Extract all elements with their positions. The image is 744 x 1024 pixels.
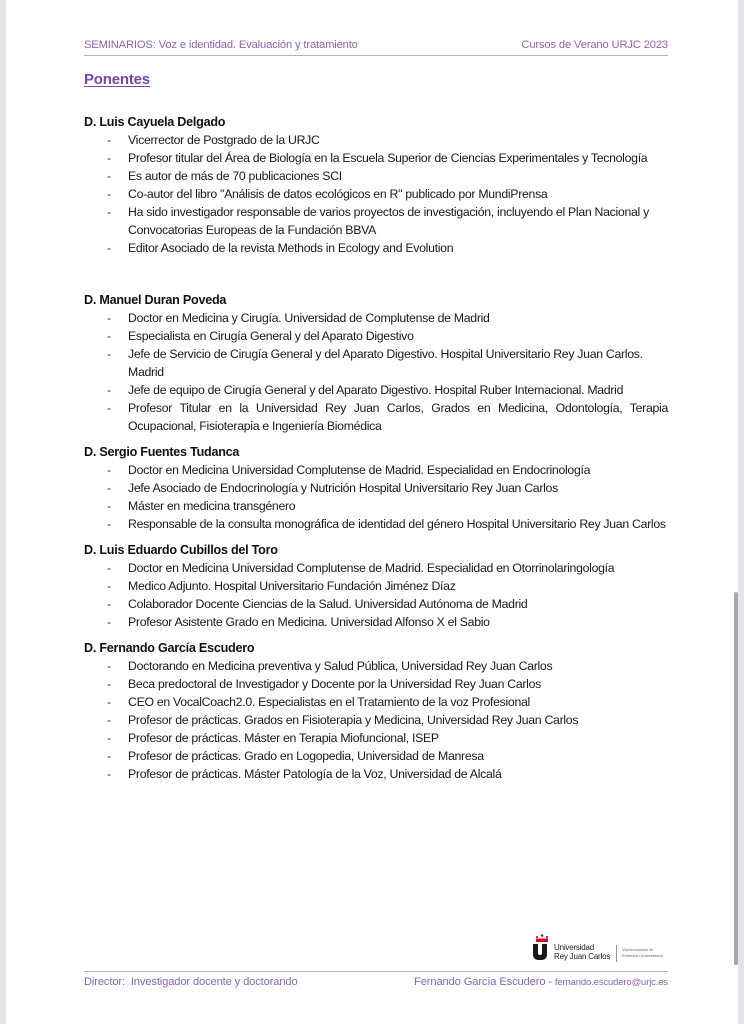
dash-bullet: -: [107, 579, 111, 593]
speaker-entry: [84, 541, 670, 631]
speaker-credential: - Colaborador Docente Ciencias de la Salud. Universidad Autónoma de Madrid: [107, 597, 528, 611]
speaker-credential: - Es autor de más de 70 publicaciones SCI: [107, 169, 342, 183]
speaker-name: D. Sergio Fuentes Tudanca: [84, 445, 240, 459]
section-title: Ponentes: [84, 71, 150, 88]
speaker-credential: - Co-autor del libro "Análisis de datos ecológicos en R" publicado por MundiPrensa: [107, 187, 548, 201]
footer-director-contact: [414, 976, 668, 988]
speaker-credential: - Jefe de Servicio de Cirugía General y del Aparato Digestivo. Hospital Universitario Rey Juan Carlos. Madrid: [107, 347, 643, 379]
dash-bullet: -: [107, 347, 111, 361]
speaker-credential: - Profesor Asistente Grado en Medicina. Universidad Alfonso X el Sabio: [107, 615, 490, 629]
dash-bullet: -: [107, 713, 111, 727]
speakers-list: [84, 113, 670, 783]
speaker-credential: - Ha sido investigador responsable de varios proyectos de investigación, incluyendo el Plan Nacional y Convocatorias Europeas de la Fundación BBVA: [107, 205, 649, 237]
speaker-name: D. Fernando García Escudero: [84, 641, 255, 655]
dash-bullet: -: [107, 561, 111, 575]
speaker-credential: - Doctor en Medicina y Cirugía. Universidad de Complutense de Madrid: [107, 311, 490, 325]
dash-bullet: -: [107, 731, 111, 745]
speaker-credential: - Máster en medicina transgénero: [107, 499, 296, 513]
dash-bullet: -: [107, 401, 111, 415]
speaker-entry: [84, 443, 670, 533]
speaker-credential: - Profesor titular del Área de Biología en la Escuela Superior de Ciencias Experimentales y Tecnología: [107, 151, 648, 165]
urjc-logo: [528, 934, 670, 968]
logo-sub1: Vicerrectorado de: [622, 947, 654, 952]
dash-bullet: -: [107, 151, 111, 165]
speaker-name: D. Manuel Duran Poveda: [84, 293, 227, 307]
speaker-name: D. Luis Cayuela Delgado: [84, 115, 226, 129]
dash-bullet: -: [107, 169, 111, 183]
page-footer: [84, 971, 668, 990]
speaker-credential: - Profesor de prácticas. Máster en Terapia Miofuncional, ISEP: [107, 731, 439, 745]
footer-director-role: Director: Investigador docente y doctorando: [84, 976, 298, 988]
dash-bullet: -: [107, 187, 111, 201]
logo-divider: [616, 945, 617, 962]
footer-director-name: Fernando García Escudero -: [414, 976, 555, 988]
urjc-u-mark: [533, 944, 547, 960]
speaker-credential: - Profesor de prácticas. Grados en Fisioterapia y Medicina, Universidad Rey Juan Carlos: [107, 713, 579, 727]
speaker-credential: - Jefe Asociado de Endocrinología y Nutrición Hospital Universitario Rey Juan Carlos: [107, 481, 558, 495]
speaker-credential: - Especialista en Cirugía General y del Aparato Digestivo: [107, 329, 414, 343]
dash-bullet: -: [107, 695, 111, 709]
footer-email-link[interactable]: fernando.escudero@urjc.es: [554, 977, 668, 988]
speaker-entry: [84, 639, 670, 783]
dash-bullet: -: [107, 597, 111, 611]
speaker-credential: - Doctor en Medicina Universidad Complutense de Madrid. Especialidad en Endocrinología: [107, 463, 591, 477]
speaker-credential: - Profesor de prácticas. Máster Patología de la Voz, Universidad de Alcalá: [107, 767, 502, 781]
dash-bullet: -: [107, 499, 111, 513]
logo-line1: Universidad: [554, 943, 595, 952]
dash-bullet: -: [107, 311, 111, 325]
speaker-credential: - Vicerrector de Postgrado de la URJC: [107, 133, 320, 147]
header-course-title: SEMINARIOS: Voz e identidad. Evaluación y tratamiento: [84, 39, 358, 51]
dash-bullet: -: [107, 749, 111, 763]
speaker-entry: [84, 113, 670, 257]
header-course-series: Cursos de Verano URJC 2023: [521, 39, 668, 51]
crown-icon: [535, 934, 549, 943]
dash-bullet: -: [107, 241, 111, 255]
speaker-credential: - Responsable de la consulta monográfica de identidad del género Hospital Universitario Rey Juan Carlos: [107, 517, 666, 531]
dash-bullet: -: [107, 767, 111, 781]
dash-bullet: -: [107, 205, 111, 219]
dash-bullet: -: [107, 463, 111, 477]
dash-bullet: -: [107, 383, 111, 397]
speaker-credential: - Jefe de equipo de Cirugía General y del Aparato Digestivo. Hospital Ruber Internacional. Madrid: [107, 383, 624, 397]
scrollbar-track[interactable]: [738, 0, 744, 1024]
scrollbar-thumb[interactable]: [734, 592, 738, 965]
dash-bullet: -: [107, 615, 111, 629]
dash-bullet: -: [107, 133, 111, 147]
dash-bullet: -: [107, 329, 111, 343]
speaker-credential: - Doctorando en Medicina preventiva y Salud Pública, Universidad Rey Juan Carlos: [107, 659, 553, 673]
speaker-credential: - Doctor en Medicina Universidad Complutense de Madrid. Especialidad en Otorrinolaringología: [107, 561, 615, 575]
dash-bullet: -: [107, 517, 111, 531]
speaker-credential: - Profesor Titular en la Universidad Rey Juan Carlos, Grados en Medicina, Odontología, Terapia Ocupacional, Fisioterapia e Ingeniería Biomédica: [107, 401, 668, 433]
speaker-name: D. Luis Eduardo Cubillos del Toro: [84, 543, 278, 557]
dash-bullet: -: [107, 677, 111, 691]
dash-bullet: -: [107, 659, 111, 673]
speaker-credential: - Medico Adjunto. Hospital Universitario Fundación Jiménez Díaz: [107, 579, 456, 593]
speaker-credential: - Editor Asociado de la revista Methods in Ecology and Evolution: [107, 241, 454, 255]
page-header: [84, 37, 668, 56]
speaker-entry: [84, 291, 670, 435]
speaker-credential: - Profesor de prácticas. Grado en Logopedia, Universidad de Manresa: [107, 749, 484, 763]
logo-line2: Rey Juan Carlos: [554, 952, 611, 961]
speaker-credential: - CEO en VocalCoach2.0. Especialistas en el Tratamiento de la voz Profesional: [107, 695, 530, 709]
dash-bullet: -: [107, 481, 111, 495]
speaker-credential: - Beca predoctoral de Investigador y Docente por la Universidad Rey Juan Carlos: [107, 677, 541, 691]
document-page: [6, 0, 738, 1024]
logo-sub2: Extensión Universitaria: [622, 953, 663, 958]
